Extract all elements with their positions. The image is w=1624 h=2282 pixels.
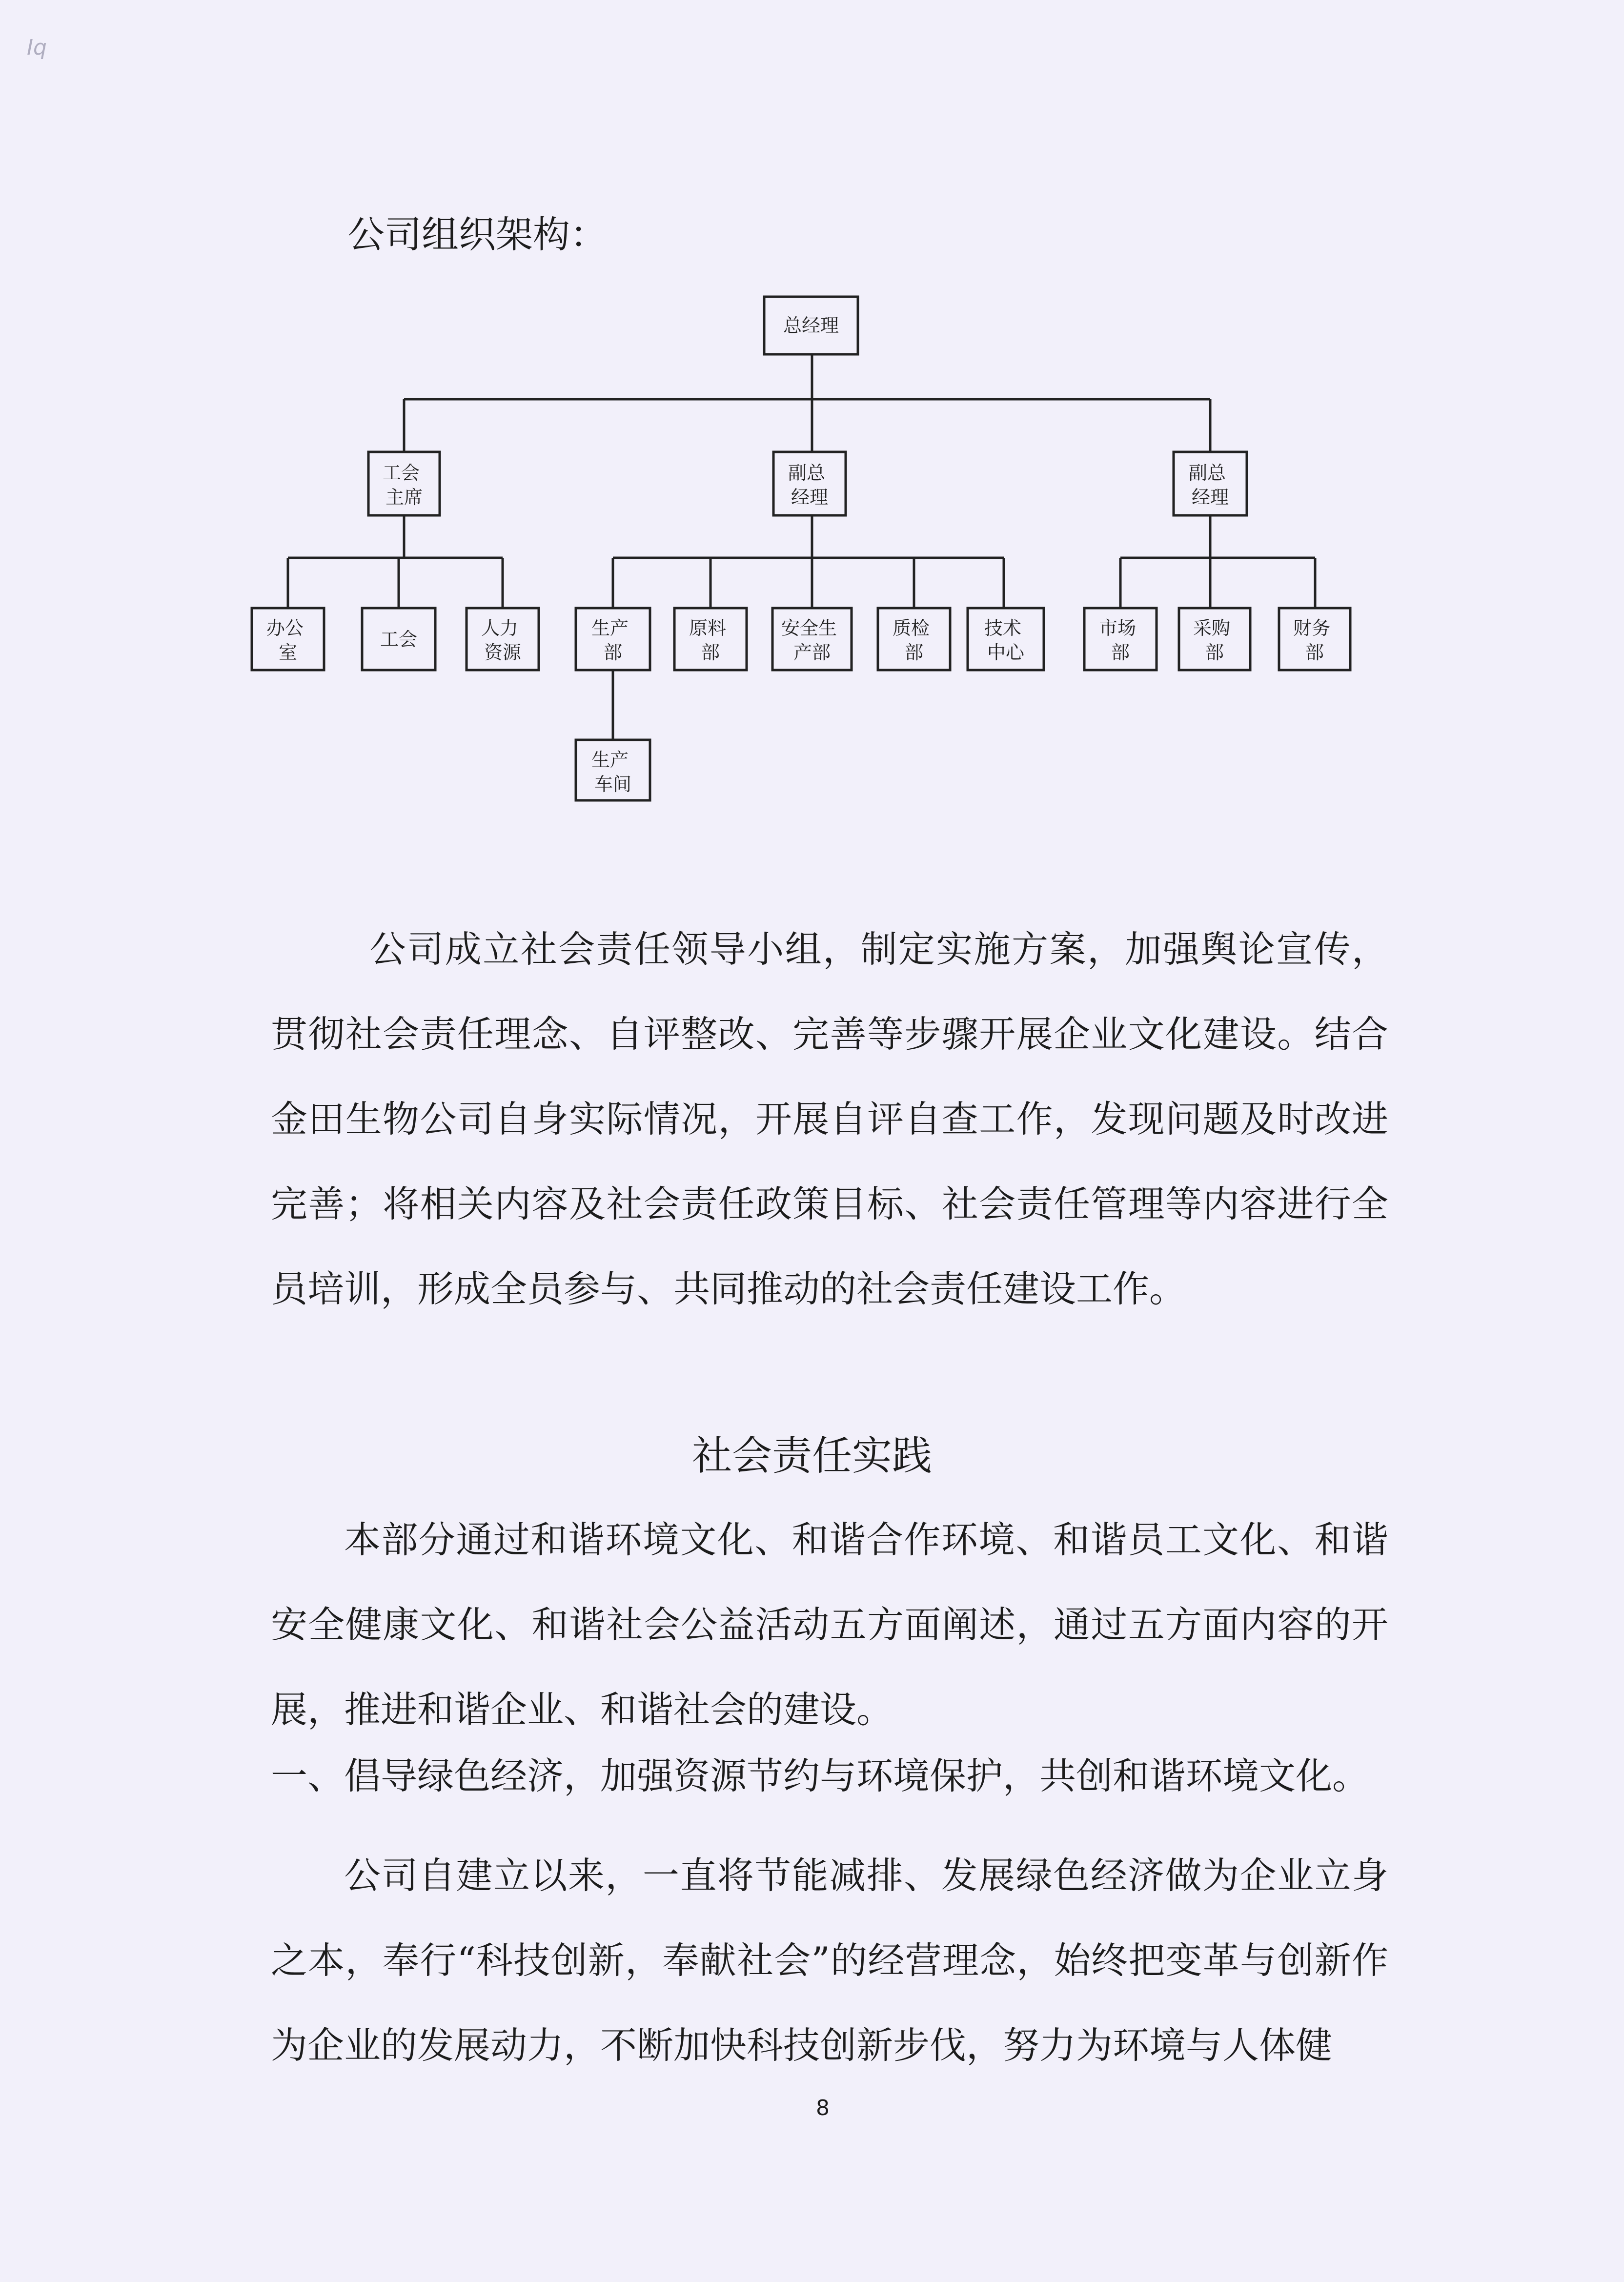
org-node-label: 办公 xyxy=(266,617,304,639)
org-chart xyxy=(0,0,1624,830)
org-node-production-workshop xyxy=(576,740,650,800)
page-corner-mark: Iq xyxy=(27,35,47,60)
org-node-label: 质检 xyxy=(892,617,930,639)
org-node-union-chairman xyxy=(368,452,440,515)
paragraph-green-development: 公司自建立以来，一直将节能减排、发展绿色经济做为企业立身之本，奉行“科技创新，奉献社会”的经营理念，始终把变革与创新作为企业的发展动力，不断加快科技创新步伐，努力为环境与人体健 xyxy=(271,1854,1388,2067)
org-node-label: 工会 xyxy=(382,462,420,484)
item-heading-green-economy: 一、倡导绿色经济，加强资源节约与环境保护，共创和谐环境文化。 xyxy=(271,1754,1369,1797)
org-node-label: 人力 xyxy=(481,617,518,639)
org-node-raw-materials-dept xyxy=(674,608,747,670)
org-node-label: 产部 xyxy=(793,642,831,663)
org-node-label: 安全生 xyxy=(781,617,837,639)
org-node-general-manager xyxy=(764,297,858,354)
org-structure-heading: 公司组织架构： xyxy=(347,213,607,256)
org-node-label: 部 xyxy=(1305,642,1324,663)
org-node-label: 部 xyxy=(701,642,720,663)
org-node-label: 技术 xyxy=(984,617,1021,639)
org-node-quality-inspection-dept xyxy=(878,608,950,670)
org-node-label: 工会 xyxy=(380,629,418,650)
org-node-human-resources xyxy=(467,608,539,670)
org-node-label: 资源 xyxy=(484,642,522,663)
org-node-label: 生产 xyxy=(591,749,629,771)
org-node-label: 车间 xyxy=(594,774,632,795)
org-node-label: 部 xyxy=(904,642,924,663)
org-node-production-dept xyxy=(576,608,650,670)
org-node-label: 经理 xyxy=(1191,487,1229,508)
org-chart-connectors xyxy=(288,354,1315,740)
paragraph-csr-leadership: 公司成立社会责任领导小组，制定实施方案，加强舆论宣传，贯彻社会责任理念、自评整改、完善等步骤开展企业文化建设。结合金田生物公司自身实际情况，开展自评自查工作，发现问题及时改进完善；将相关内容及社会责任政策目标、社会责任管理等内容进行全员培训，形成全员参与、共同推动的社会责任建设工作。 xyxy=(271,928,1388,1310)
org-node-label: 部 xyxy=(1205,642,1224,663)
org-node-marketing-dept xyxy=(1084,608,1157,670)
org-node-technology-center xyxy=(968,608,1044,670)
org-node-label: 采购 xyxy=(1193,617,1230,639)
org-node-label: 总经理 xyxy=(783,315,839,336)
org-node-office xyxy=(252,608,324,670)
paragraph-five-aspects: 本部分通过和谐环境文化、和谐合作环境、和谐员工文化、和谐安全健康文化、和谐社会公益活动五方面阐述，通过五方面内容的开展，推进和谐企业、和谐社会的建设。 xyxy=(271,1518,1388,1731)
org-node-label: 主席 xyxy=(385,487,423,508)
org-node-label: 财务 xyxy=(1293,617,1330,639)
org-node-safety-production-dept xyxy=(772,608,852,670)
org-node-label: 室 xyxy=(278,642,298,663)
org-node-purchasing-dept xyxy=(1179,608,1250,670)
org-node-finance-dept xyxy=(1279,608,1350,670)
page-number: 8 xyxy=(816,2096,830,2120)
org-node-label: 生产 xyxy=(591,617,629,639)
org-node-label: 市场 xyxy=(1098,617,1136,639)
org-node-label: 原料 xyxy=(689,617,726,639)
org-node-label: 副总 xyxy=(788,462,825,484)
org-node-label: 中心 xyxy=(987,642,1025,663)
section-title-csr-practice: 社会责任实践 xyxy=(691,1433,932,1479)
org-node-label: 部 xyxy=(1111,642,1130,663)
org-node-deputy-gm-commercial xyxy=(1174,452,1247,515)
org-node-label: 经理 xyxy=(791,487,829,508)
org-node-label: 副总 xyxy=(1188,462,1226,484)
org-node-union xyxy=(362,608,435,670)
org-node-label: 部 xyxy=(603,642,623,663)
org-node-deputy-gm-production xyxy=(773,452,846,515)
